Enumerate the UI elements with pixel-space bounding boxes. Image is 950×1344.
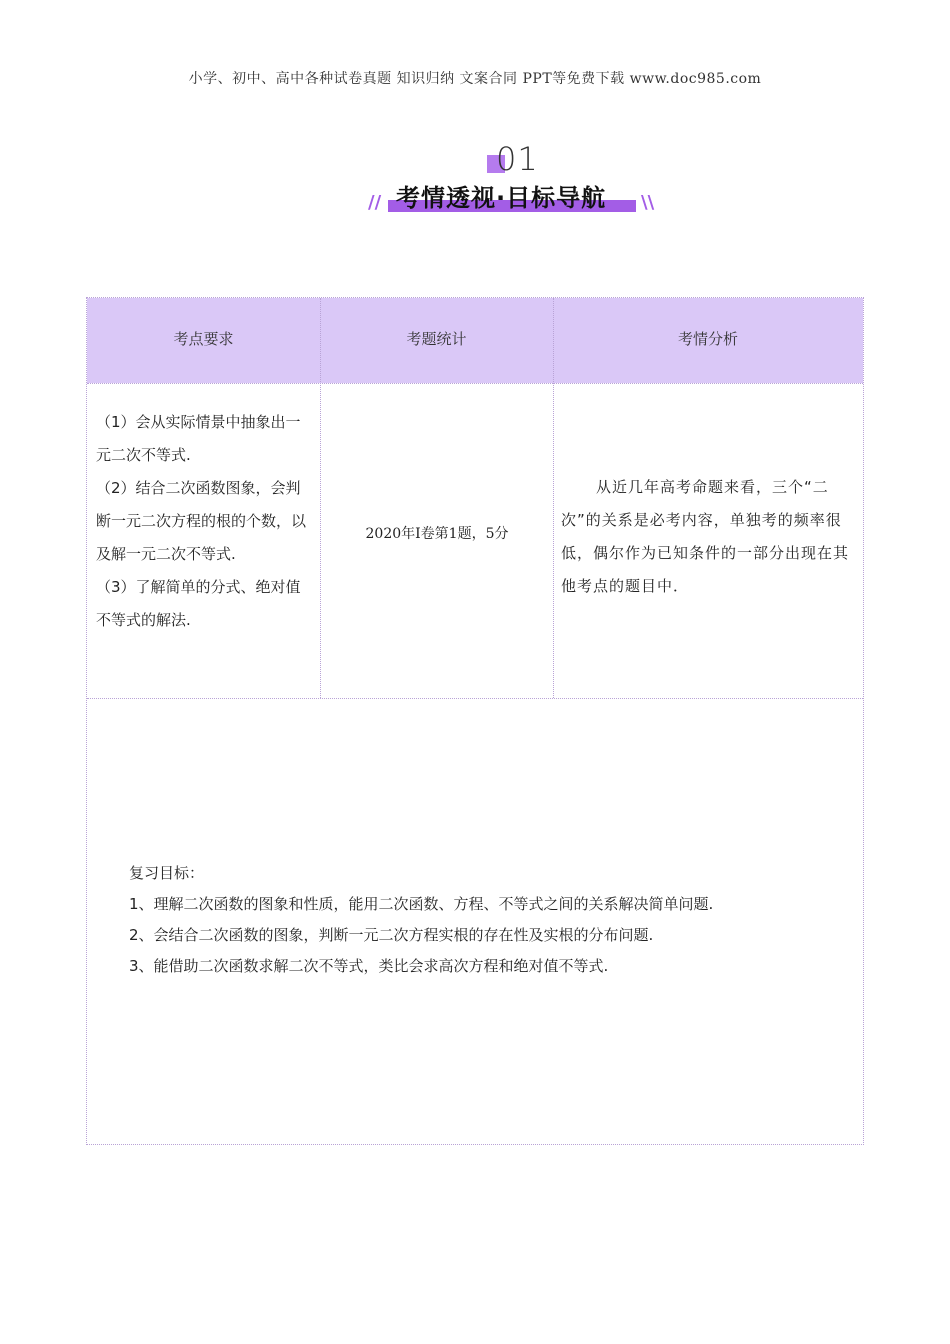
row-divider	[87, 698, 863, 699]
analysis-cell: 从近几年高考命题来看，三个“二次”的关系是必考内容，单独考的频率很低，偶尔作为已知条件的一部分出现在其他考点的题目中．	[561, 478, 850, 595]
goal-item: 3、能借助二次函数求解二次不等式，类比会求高次方程和绝对值不等式.	[129, 957, 609, 975]
column-divider	[553, 298, 554, 698]
statistics-cell: 2020年I卷第1题，5分	[365, 526, 509, 542]
column-divider	[320, 298, 321, 698]
header-statistics: 考题统计	[406, 330, 467, 348]
requirement-item: （1）会从实际情景中抽象出一元二次不等式.	[96, 413, 301, 464]
header-analysis: 考情分析	[677, 330, 738, 348]
decoration-left: //	[368, 192, 382, 213]
requirements-cell	[96, 406, 314, 637]
goals-title: 复习目标：	[129, 864, 205, 882]
review-goals	[129, 858, 829, 982]
goal-item: 1、理解二次函数的图象和性质，能用二次函数、方程、不等式之间的关系解决简单问题.	[129, 895, 714, 913]
requirement-item: （3）了解简单的分式、绝对值不等式的解法.	[96, 578, 301, 629]
row-divider	[87, 383, 863, 384]
exam-analysis-table	[86, 297, 864, 1145]
goal-item: 2、会结合二次函数的图象，判断一元二次方程实根的存在性及实根的分布问题.	[129, 926, 654, 944]
requirement-item: （2）结合二次函数图象，会判断一元二次方程的根的个数，以及解一元二次不等式.	[96, 479, 307, 563]
section-title: 考情透视·目标导航	[396, 184, 607, 212]
section-heading	[0, 140, 950, 220]
header-requirements: 考点要求	[173, 330, 234, 348]
section-number: 01	[496, 140, 539, 178]
page-header: 小学、初中、高中各种试卷真题 知识归纳 文案合同 PPT等免费下载 www.doc985.com	[188, 71, 762, 87]
decoration-right: \\	[641, 192, 655, 213]
